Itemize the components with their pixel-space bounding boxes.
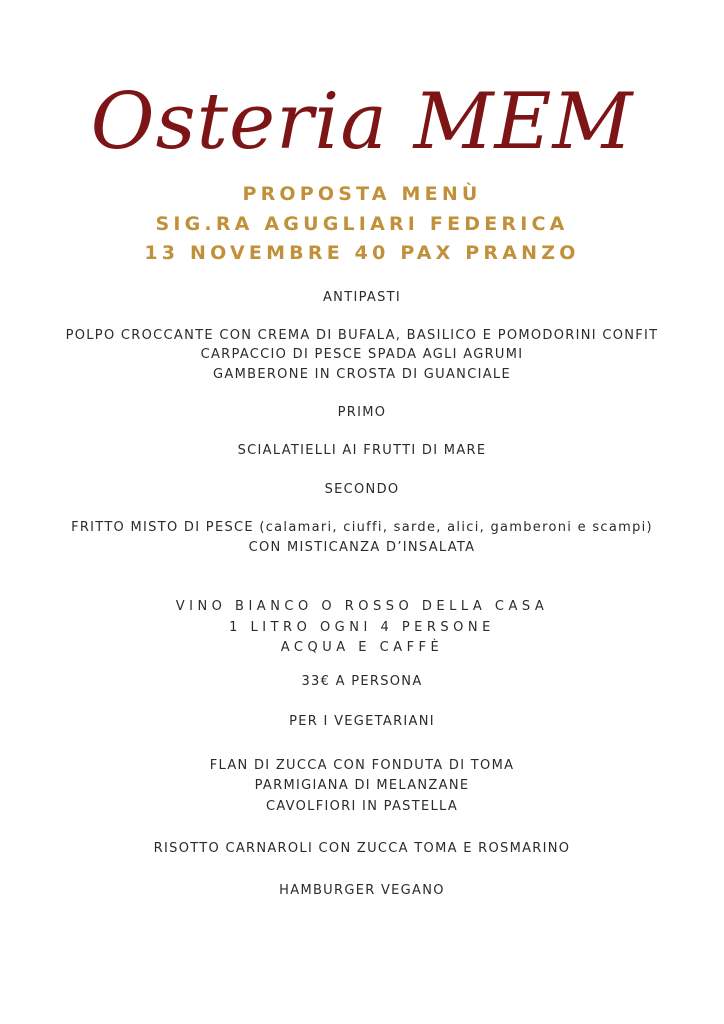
menu-item: GAMBERONE IN CROSTA DI GUANCIALE xyxy=(213,367,511,382)
menu-item: FRITTO MISTO DI PESCE (calamari, ciuffi, sarde, alici, gamberoni e scampi) xyxy=(71,520,653,535)
price-per-person: 33€ A PERSONA xyxy=(301,674,423,689)
menu-item: FLAN DI ZUCCA CON FONDUTA DI TOMA xyxy=(209,758,515,773)
event-details: 13 NOVEMBRE 40 PAX PRANZO xyxy=(144,242,580,264)
client-name: SIG.RA AGUGLIARI FEDERICA xyxy=(155,213,569,235)
menu-item: CARPACCIO DI PESCE SPADA AGLI AGRUMI xyxy=(200,347,524,362)
menu-item: CON MISTICANZA D’INSALATA xyxy=(248,540,476,555)
section-title-secondo: SECONDO xyxy=(324,482,400,497)
drinks-line: ACQUA E CAFFÈ xyxy=(280,640,444,655)
restaurant-logo: Osteria MEM xyxy=(90,77,634,167)
section-title-primo: PRIMO xyxy=(337,405,387,420)
menu-item: HAMBURGER VEGANO xyxy=(279,883,445,898)
proposal-title: PROPOSTA MENÙ xyxy=(242,183,482,205)
drinks-line: VINO BIANCO O ROSSO DELLA CASA xyxy=(175,599,549,614)
menu-item: SCIALATIELLI AI FRUTTI DI MARE xyxy=(237,443,487,458)
section-title-vegetarian: PER I VEGETARIANI xyxy=(289,714,435,729)
menu-item: CAVOLFIORI IN PASTELLA xyxy=(265,799,459,814)
section-title-antipasti: ANTIPASTI xyxy=(322,290,402,305)
menu-item: PARMIGIANA DI MELANZANE xyxy=(254,778,470,793)
menu-item: POLPO CROCCANTE CON CREMA DI BUFALA, BASILICO E POMODORINI CONFIT xyxy=(65,328,659,343)
menu-item: RISOTTO CARNAROLI CON ZUCCA TOMA E ROSMARINO xyxy=(153,841,571,856)
drinks-line: 1 LITRO OGNI 4 PERSONE xyxy=(229,620,495,635)
